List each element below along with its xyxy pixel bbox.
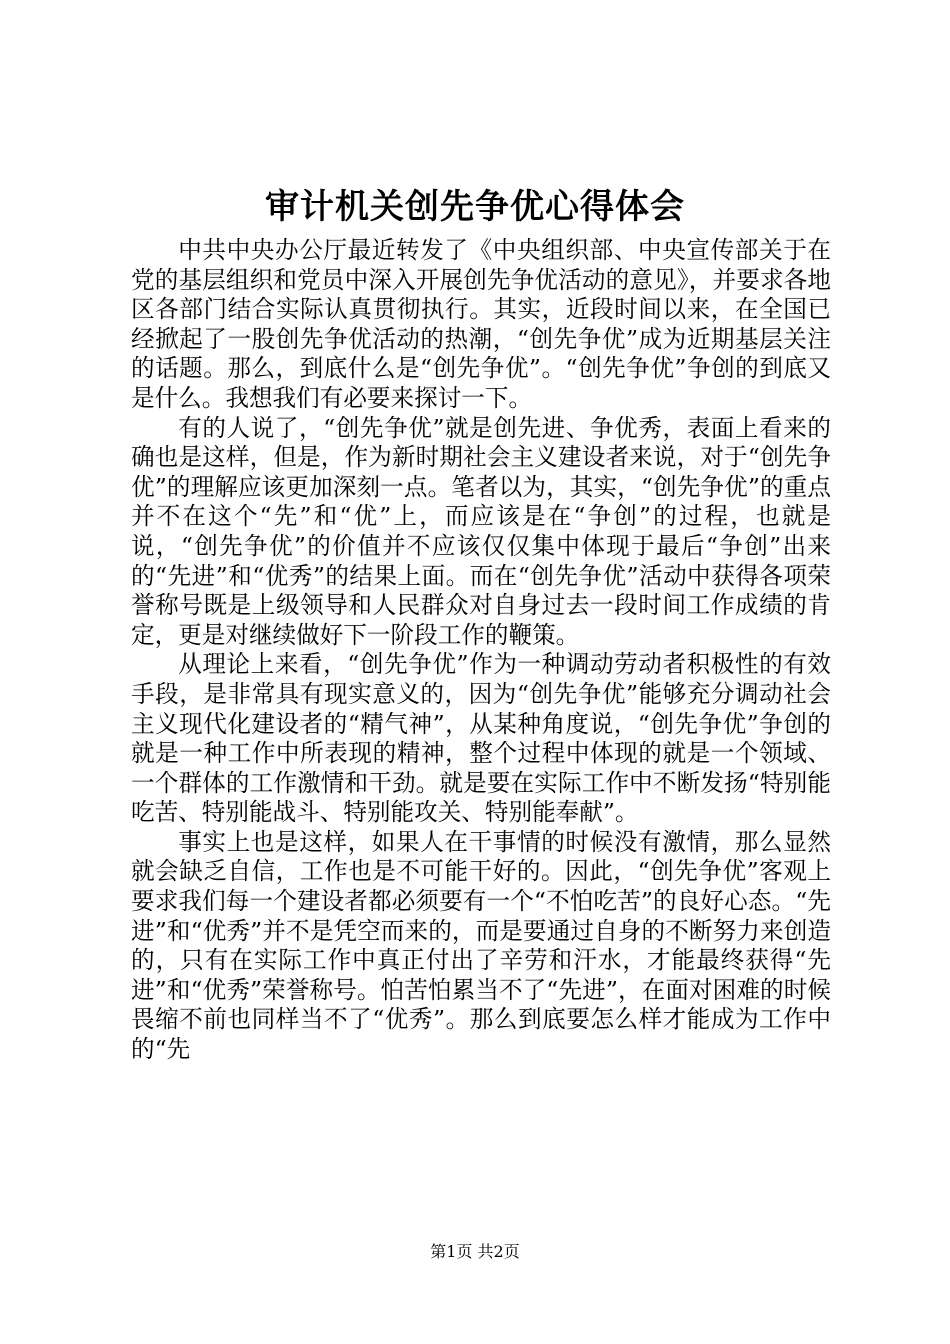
paragraph-2: 有的人说了，“创先争优”就是创先进、争优秀，表面上看来的确也是这样，但是，作为新时期社会主义建设者来说，对于“创先争优”的理解应该更加深刻一点。笔者以为，其实，“创先争优”的重点并不在这个“先”和“优”上，而应该是在“争创”的过程，也就是说，“创先争优”的价值并不应该仅仅集中体现于最后“争创”出来的“先进”和“优秀”的结果上面。而在“创先争优”活动中获得各项荣誉称号既是上级领导和人民群众对自身过去一段时间工作成绩的肯定，更是对继续做好下一阶段工作的鞭策。 — [131, 413, 831, 649]
paragraph-4: 事实上也是这样，如果人在干事情的时候没有激情，那么显然就会缺乏自信，工作也是不可能干好的。因此，“创先争优”客观上要求我们每一个建设者都必须要有一个“不怕吃苦”的良好心态。“先进”和“优秀”并不是凭空而来的，而是要通过自身的不断努力来创造的，只有在实际工作中真正付出了辛劳和汗水，才能最终获得“先进”和“优秀”荣誉称号。怕苦怕累当不了“先进”，在面对困难的时候畏缩不前也同样当不了“优秀”。那么到底要怎么样才能成为工作中的“先 — [131, 827, 831, 1064]
document-body — [131, 236, 831, 1065]
paragraph-3: 从理论上来看，“创先争优”作为一种调动劳动者积极性的有效手段，是非常具有现实意义的，因为“创先争优”能够充分调动社会主义现代化建设者的“精气神”，从某种角度说，“创先争优”争创的就是一种工作中所表现的精神，整个过程中体现的就是一个领域、一个群体的工作激情和干劲。就是要在实际工作中不断发扬“特别能吃苦、特别能战斗、特别能攻关、特别能奉献”。 — [131, 650, 831, 827]
page-number-footer: 第1页 共2页 — [430, 1242, 520, 1261]
document-title: 审计机关创先争优心得体会 — [265, 187, 685, 227]
paragraph-1: 中共中央办公厅最近转发了《中央组织部、中央宣传部关于在党的基层组织和党员中深入开展创先争优活动的意见》，并要求各地区各部门结合实际认真贯彻执行。其实，近段时间以来，在全国已经掀起了一股创先争优活动的热潮，“创先争优”成为近期基层关注的话题。那么，到底什么是“创先争优”。“创先争优”争创的到底又是什么。我想我们有必要来探讨一下。 — [131, 236, 831, 412]
